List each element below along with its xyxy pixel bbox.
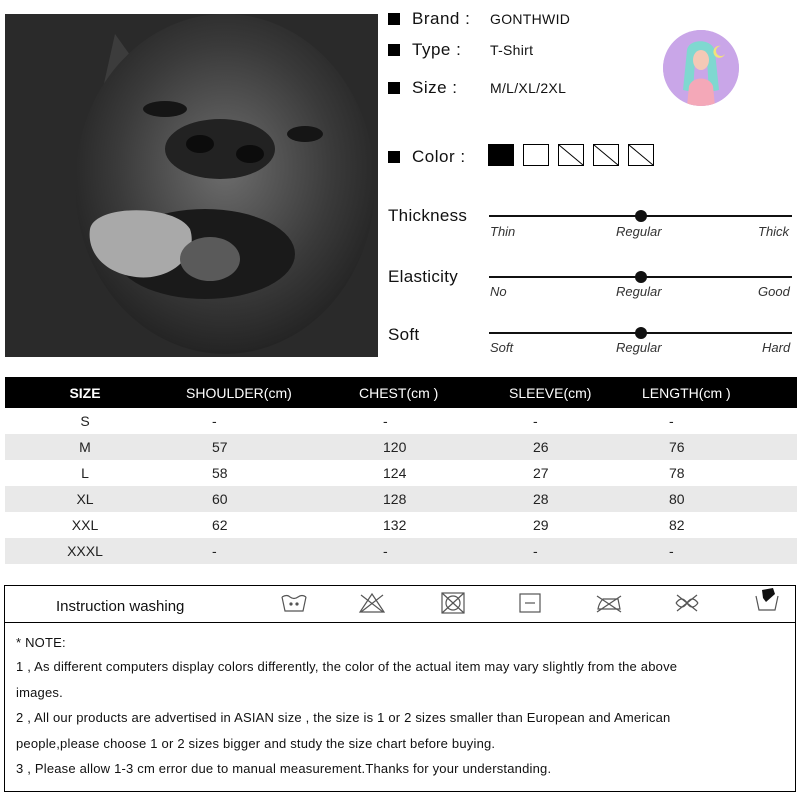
bullet-icon	[388, 13, 400, 25]
no-iron-icon	[595, 591, 623, 615]
scale-min-label: No	[490, 284, 507, 299]
cell-chest: 132	[383, 517, 407, 533]
cell-chest: 128	[338, 486, 488, 512]
scale-max-label: Hard	[762, 340, 791, 355]
cell-size: M	[5, 434, 165, 460]
cell-length: -	[669, 413, 674, 429]
scale-marker	[635, 210, 647, 222]
cell-chest: 124	[383, 465, 407, 481]
cell-sleeve: -	[488, 538, 621, 564]
cell-length: 80	[621, 486, 797, 512]
cell-chest: 120	[338, 434, 488, 460]
cell-size: XL	[5, 486, 165, 512]
cell-shoulder: 60	[165, 486, 338, 512]
cell-sleeve: 26	[488, 434, 621, 460]
spec-brand	[388, 9, 571, 29]
scale-max-label: Good	[758, 284, 790, 299]
note-line: 2 , All our products are advertised in ASIAN size , the size is 1 or 2 sizes smaller than European and American	[16, 710, 671, 725]
scale-label: Thickness	[388, 206, 468, 225]
scale-mid-label: Regular	[616, 340, 662, 355]
divider	[5, 622, 795, 623]
table-row	[5, 512, 797, 538]
scale-max-label: Thick	[758, 224, 790, 239]
scale-marker	[635, 327, 647, 339]
col-header-shoulder: SHOULDER(cm)	[165, 377, 338, 408]
cell-shoulder: 57	[165, 434, 338, 460]
bullet-icon	[388, 82, 400, 94]
cell-chest: -	[338, 538, 488, 564]
brand-logo	[663, 30, 739, 106]
cell-length: 78	[669, 465, 685, 481]
spec-type	[388, 40, 534, 60]
note-line: 3 , Please allow 1-3 cm error due to manual measurement.Thanks for your understanding.	[16, 761, 552, 776]
washing-title: Instruction washing	[56, 598, 185, 615]
cell-size: XXXL	[5, 538, 165, 564]
note-line: people,please choose 1 or 2 sizes bigger and study the size chart before buying.	[16, 736, 496, 751]
cell-sleeve: 29	[533, 517, 549, 533]
swatch-white[interactable]	[523, 144, 549, 166]
note-heading: * NOTE:	[16, 635, 66, 650]
cell-sleeve: 27	[533, 465, 549, 481]
table-row	[5, 408, 797, 434]
spec-size	[388, 78, 567, 98]
type-label: Type :	[412, 40, 462, 59]
note-line: 1 , As different computers display colors differently, the color of the actual item may vary slightly from the above	[16, 659, 678, 674]
swatch-unavailable	[558, 144, 584, 166]
swatch-unavailable	[628, 144, 654, 166]
cell-sleeve: -	[533, 413, 538, 429]
washing-notes-box	[4, 585, 796, 792]
cell-length: -	[621, 538, 797, 564]
bullet-icon	[388, 44, 400, 56]
table-row	[5, 460, 797, 486]
swatch-unavailable	[593, 144, 619, 166]
type-value: T-Shirt	[490, 42, 534, 58]
cell-size: XXL	[71, 517, 99, 533]
cell-size: L	[81, 465, 89, 481]
table-header-row	[5, 377, 797, 408]
scale-min-label: Thin	[490, 224, 516, 239]
scale-label: Elasticity	[388, 267, 459, 286]
scale-min-label: Soft	[490, 340, 514, 355]
no-wring-icon	[673, 591, 701, 615]
col-header-chest: CHEST(cm )	[338, 377, 488, 408]
brand-label: Brand :	[412, 9, 471, 28]
product-photo	[5, 14, 378, 357]
scale-mid-label: Regular	[616, 224, 662, 239]
col-header-sleeve: SLEEVE(cm)	[488, 377, 621, 408]
table-row	[5, 538, 797, 564]
col-header-size: SIZE	[5, 377, 165, 408]
cell-length: 76	[621, 434, 797, 460]
brand-value: GONTHWID	[490, 11, 571, 27]
bullet-icon	[388, 151, 400, 163]
swatch-black[interactable]	[488, 144, 514, 166]
spec-color	[388, 147, 466, 167]
cell-chest: -	[383, 413, 388, 429]
cell-size: S	[80, 413, 90, 429]
size-label: Size :	[412, 78, 458, 97]
table-row	[5, 486, 797, 512]
no-tumble-dry-icon	[439, 591, 467, 615]
note-line: images.	[16, 685, 63, 700]
color-label: Color :	[412, 147, 466, 166]
hand-wash-icon	[280, 591, 308, 615]
scale-label: Soft	[388, 325, 420, 344]
dry-flat-icon	[517, 591, 545, 615]
table-row	[5, 434, 797, 460]
scale-mid-label: Regular	[616, 284, 662, 299]
hand-wash-basin-icon	[753, 586, 781, 614]
scale-marker	[635, 271, 647, 283]
size-table	[5, 377, 797, 564]
color-swatches	[488, 144, 654, 166]
cell-sleeve: 28	[488, 486, 621, 512]
no-bleach-icon	[358, 591, 386, 615]
col-header-length: LENGTH(cm )	[621, 377, 797, 408]
cell-shoulder: 62	[212, 517, 228, 533]
size-value: M/L/XL/2XL	[490, 80, 567, 96]
cell-shoulder: -	[212, 413, 217, 429]
cell-length: 82	[669, 517, 685, 533]
cell-shoulder: -	[165, 538, 338, 564]
cell-shoulder: 58	[212, 465, 228, 481]
